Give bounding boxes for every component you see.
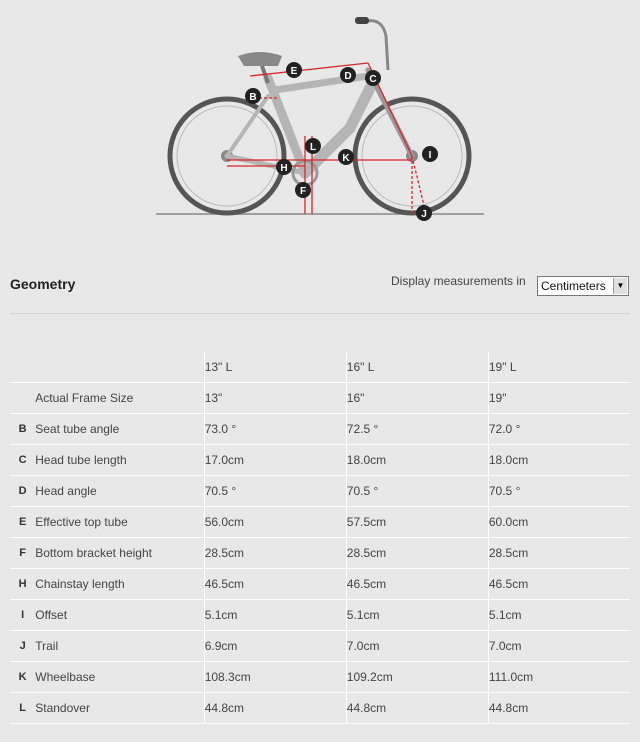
svg-text:E: E: [290, 66, 298, 77]
handlebar: [355, 17, 388, 70]
svg-text:C: C: [369, 74, 377, 85]
row-value: 18.0cm: [488, 445, 630, 476]
saddle: [238, 52, 282, 83]
row-letter: E: [10, 507, 35, 538]
row-value: 5.1cm: [346, 600, 488, 631]
row-label: Wheelbase: [35, 662, 204, 693]
row-value: 28.5cm: [204, 538, 346, 569]
units-dropdown[interactable]: [537, 276, 629, 296]
row-label: Trail: [35, 631, 204, 662]
marker-K: [338, 149, 354, 165]
table-row: [10, 538, 630, 569]
row-letter: H: [10, 569, 35, 600]
row-letter: I: [10, 600, 35, 631]
marker-B: [245, 88, 261, 104]
row-value: 16": [346, 383, 488, 414]
row-value: 56.0cm: [204, 507, 346, 538]
svg-text:J: J: [421, 209, 427, 220]
dropdown-arrow-icon[interactable]: ▼: [613, 278, 627, 294]
row-letter: [10, 383, 35, 414]
geometry-title: Geometry: [10, 276, 76, 292]
header-blank: [10, 352, 35, 383]
row-value: 18.0cm: [346, 445, 488, 476]
table-row: [10, 383, 630, 414]
svg-text:B: B: [249, 92, 257, 103]
marker-I: [422, 146, 438, 162]
table-row: [10, 414, 630, 445]
row-value: 28.5cm: [488, 538, 630, 569]
row-label: Standover: [35, 693, 204, 724]
row-value: 5.1cm: [204, 600, 346, 631]
table-row: [10, 662, 630, 693]
marker-C: [365, 70, 381, 86]
row-value: 19": [488, 383, 630, 414]
row-letter: K: [10, 662, 35, 693]
row-label: Chainstay length: [35, 569, 204, 600]
marker-L: [305, 138, 321, 154]
row-value: 70.5 °: [488, 476, 630, 507]
size-header: 19" L: [488, 352, 630, 383]
row-value: 73.0 °: [204, 414, 346, 445]
row-label: Bottom bracket height: [35, 538, 204, 569]
row-value: 5.1cm: [488, 600, 630, 631]
row-label: Head angle: [35, 476, 204, 507]
row-value: 13": [204, 383, 346, 414]
row-label: Seat tube angle: [35, 414, 204, 445]
row-value: 7.0cm: [488, 631, 630, 662]
display-measurements-label: Display measurements in: [391, 274, 526, 288]
row-value: 72.5 °: [346, 414, 488, 445]
row-value: 44.8cm: [204, 693, 346, 724]
marker-D: [340, 67, 356, 83]
row-letter: F: [10, 538, 35, 569]
row-value: 46.5cm: [204, 569, 346, 600]
svg-text:F: F: [299, 186, 307, 197]
marker-H: [276, 159, 292, 175]
row-value: 60.0cm: [488, 507, 630, 538]
row-label: Effective top tube: [35, 507, 204, 538]
row-value: 44.8cm: [488, 693, 630, 724]
size-header: 13" L: [204, 352, 346, 383]
geometry-table: [10, 352, 630, 724]
svg-text:K: K: [342, 153, 350, 164]
row-letter: D: [10, 476, 35, 507]
units-selected-value: Centimeters: [541, 279, 606, 293]
row-value: 17.0cm: [204, 445, 346, 476]
table-row: [10, 445, 630, 476]
marker-J: [416, 205, 432, 221]
table-row: [10, 476, 630, 507]
table-row: [10, 600, 630, 631]
row-value: 7.0cm: [346, 631, 488, 662]
table-row: [10, 631, 630, 662]
row-value: 28.5cm: [346, 538, 488, 569]
divider: [10, 313, 630, 314]
row-value: 70.5 °: [346, 476, 488, 507]
svg-text:L: L: [309, 142, 317, 153]
row-value: 111.0cm: [488, 662, 630, 693]
row-value: 6.9cm: [204, 631, 346, 662]
bike-frame: [227, 70, 412, 173]
row-letter: B: [10, 414, 35, 445]
svg-text:H: H: [280, 163, 288, 174]
marker-F: [295, 182, 311, 198]
row-letter: L: [10, 693, 35, 724]
svg-text:D: D: [344, 71, 352, 82]
bike-geometry-diagram: [150, 8, 490, 226]
row-value: 108.3cm: [204, 662, 346, 693]
row-value: 46.5cm: [346, 569, 488, 600]
svg-text:I: I: [428, 150, 432, 161]
header-blank: [35, 352, 204, 383]
table-row: [10, 507, 630, 538]
table-row: [10, 569, 630, 600]
row-letter: C: [10, 445, 35, 476]
table-row: [10, 693, 630, 724]
row-value: 44.8cm: [346, 693, 488, 724]
row-label: Head tube length: [35, 445, 204, 476]
marker-E: [286, 62, 302, 78]
row-label: Actual Frame Size: [35, 383, 204, 414]
row-value: 57.5cm: [346, 507, 488, 538]
row-letter: J: [10, 631, 35, 662]
row-value: 72.0 °: [488, 414, 630, 445]
row-value: 46.5cm: [488, 569, 630, 600]
row-label: Offset: [35, 600, 204, 631]
size-header: 16" L: [346, 352, 488, 383]
row-value: 109.2cm: [346, 662, 488, 693]
row-value: 70.5 °: [204, 476, 346, 507]
size-header-row: [10, 352, 630, 383]
